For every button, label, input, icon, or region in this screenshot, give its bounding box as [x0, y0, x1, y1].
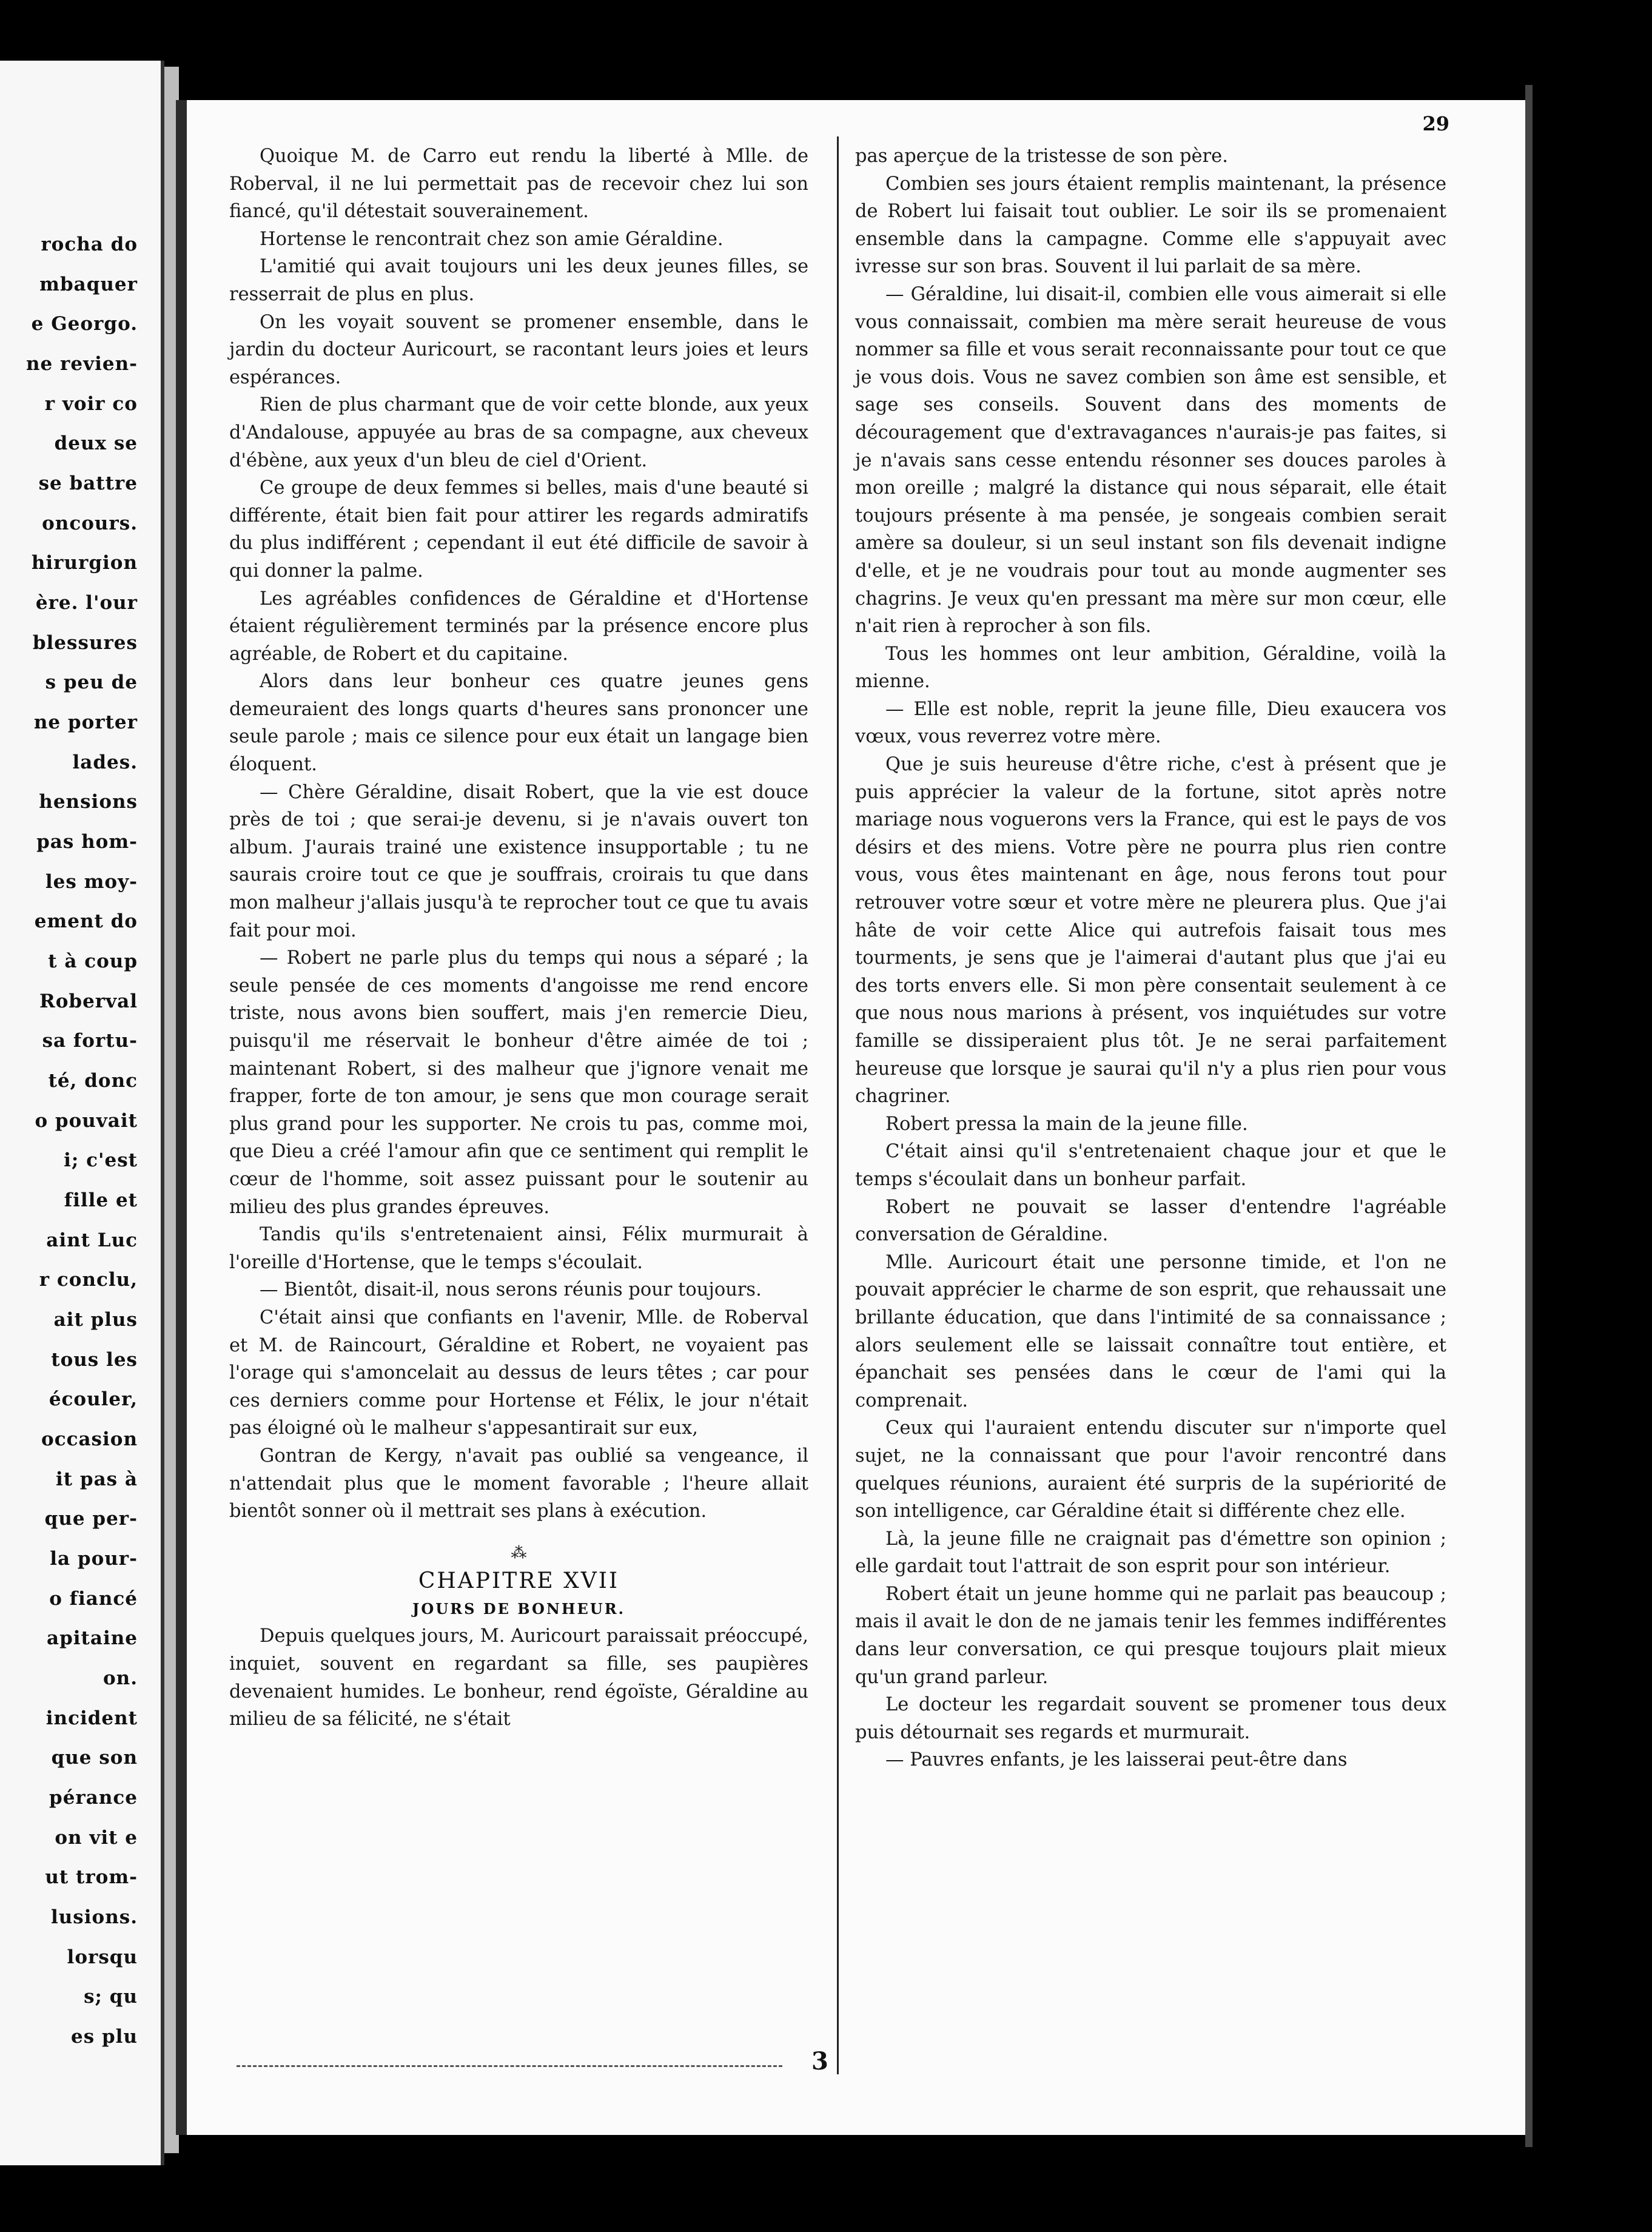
facing-page-line: se battre	[38, 472, 138, 494]
left-text-column	[229, 143, 808, 1733]
facing-page-line: t à coup	[48, 950, 138, 972]
facing-page-line: lusions.	[50, 1906, 138, 1928]
paragraph: Tous les hommes ont leur ambition, Géraldine, voilà la mienne.	[855, 643, 1446, 693]
page-edge	[1525, 85, 1533, 2147]
paragraph: Rien de plus charmant que de voir cette blonde, aux yeux d'Andalouse, appuyée au bras de sa compagne, aux cheveux d'ébène, aux yeux d'un bleu de ciel d'Orient.	[229, 394, 808, 471]
facing-page-line: on.	[102, 1667, 138, 1689]
facing-page-line: r voir co	[44, 392, 138, 415]
facing-page-line: rocha do	[41, 234, 138, 255]
paragraph: On les voyait souvent se promener ensemble, dans le jardin du docteur Auricourt, se racontant leurs joies et leurs espérances.	[229, 311, 808, 388]
paragraph: Quoique M. de Carro eut rendu la liberté à Mlle. de Roberval, il ne lui permettait pas de recevoir chez lui son fiancé, qu'il détestait souverainement.	[229, 146, 808, 223]
chapter-subtitle: JOURS DE BONHEUR.	[412, 1599, 626, 1618]
paragraph: Ce groupe de deux femmes si belles, mais d'une beauté si différente, était bien fait pour attirer les regards admiratifs du plus indifférent ; cependant il eut été difficile de savoir à qui donner la palme.	[229, 477, 808, 582]
footer-rule	[237, 2065, 782, 2067]
facing-page-line: Roberval	[39, 990, 138, 1012]
facing-page-line: es plu	[71, 2026, 138, 2048]
page-number: 29	[1422, 112, 1449, 135]
facing-page-line: que son	[51, 1747, 138, 1769]
paragraph: Mlle. Auricourt était une personne timide, et l'on ne pouvait apprécier le charme de son esprit, que rehaussait une brillante éducation, que dans l'intimité de sa connaissance ; alors seulement elle se laissait connaître tout entière, et épanchait ses pensées dans le cœur de l'ami qui la comprenait.	[855, 1251, 1446, 1411]
paragraph: C'était ainsi qu'il s'entretenaient chaque jour et que le temps s'écoulait dans un bonheur parfait.	[855, 1141, 1446, 1190]
facing-page-line: apitaine	[47, 1627, 138, 1650]
right-text-column	[855, 143, 1446, 1774]
facing-page-line: té, donc	[48, 1070, 138, 1092]
paragraph: Robert était un jeune homme qui ne parlait pas beaucoup ; mais il avait le don de ne jamais tenir les femmes indifférentes dans leur conversation, ce qui presque toujours plait mieux qu'un grand parleur.	[855, 1583, 1446, 1688]
facing-page-line: ne revien-	[25, 353, 138, 375]
chapter-title: CHAPITRE XVII	[418, 1568, 620, 1594]
facing-page-line: s peu de	[45, 671, 138, 694]
paragraph: — Bientôt, disait-il, nous serons réunis pour toujours.	[260, 1279, 762, 1301]
paragraph: Alors dans leur bonheur ces quatre jeunes gens demeuraient des longs quarts d'heures sans prononcer une seule parole ; mais ce silence pour eux était un langage bien éloquent.	[229, 671, 808, 776]
facing-page-line: fille et	[64, 1189, 138, 1211]
paragraph: Le docteur les regardait souvent se promener tous deux puis détournait ses regards et murmurait.	[855, 1694, 1446, 1743]
facing-page-line: lades.	[72, 751, 138, 773]
facing-page-line: hensions	[39, 791, 138, 813]
paragraph: — Elle est noble, reprit la jeune fille, Dieu exaucera vos vœux, vous reverrez votre mère.	[855, 698, 1446, 748]
facing-page-line: it pas à	[56, 1468, 138, 1490]
facing-page-line: e Georgo.	[31, 313, 138, 335]
paragraph: Combien ses jours étaient remplis maintenant, la présence de Robert lui faisait tout oublier. Le soir ils se promenaient ensemble dans la campagne. Comme elle s'appuyait avec ivresse sur son bras. Souvent il lui parlait de sa mère.	[855, 173, 1446, 278]
facing-page-line: i; c'est	[64, 1149, 138, 1172]
facing-page-line: ut trom-	[45, 1866, 138, 1889]
paragraph: Depuis quelques jours, M. Auricourt paraissait préoccupé, inquiet, souvent en regardant sa fille, ses paupières devenaient humides. Le bonheur, rend égoïste, Géraldine au milieu de sa félicité, ne s'était	[229, 1625, 808, 1730]
signature-mark: 3	[811, 2047, 828, 2076]
column-divider	[837, 136, 839, 2074]
ornament: ⁂	[511, 1544, 527, 1562]
facing-page-line: la pour-	[50, 1548, 138, 1570]
facing-page-line: o pouvait	[35, 1109, 138, 1132]
facing-page-line: on vit e	[55, 1826, 138, 1849]
chapter-opening-paragraphs	[229, 1622, 808, 1733]
facing-page-line: ne porter	[33, 711, 138, 733]
paragraph: Ceux qui l'auraient entendu discuter sur n'importe quel sujet, ne la connaissant que pour l'avoir rencontré dans quelques réunions, auraient été surpris de la supériorité de son intelligence, car Géraldine était si différente chez elle.	[855, 1417, 1446, 1522]
facing-page-line: s; qu	[84, 1986, 138, 2008]
paragraph: Que je suis heureuse d'être riche, c'est à présent que je puis apprécier la valeur de la fortune, sitot après notre mariage nous voguerons vers la France, qui est le pays de vos désirs et des miens. Votre père ne pourra plus rien contre vous, vous êtes maintenant en âge, nous ferons tout pour retrouver votre sœur et votre mère ne pleurera plus. Que j'ai hâte de voir cette Alice qui autrefois faisait tous mes tourments, je sens que je l'aimerai d'autant plus que j'ai eu des torts envers elle. Si mon père consentait seulement à ce que nous nous marions à présent, vos inquiétudes sur votre famille se dissiperaient plus tôt. Je ne serai parfaitement heureuse que lorsque je saurai qu'il n'y a plus rien pour vous chagriner.	[855, 754, 1446, 1108]
paragraph: Là, la jeune fille ne craignait pas d'émettre son opinion ; elle gardait tout l'attrait de son esprit pour son intérieur.	[855, 1528, 1446, 1578]
paragraph: Hortense le rencontrait chez son amie Géraldine.	[260, 228, 724, 250]
facing-page-line: sa fortu-	[42, 1030, 138, 1052]
facing-page-line: ère. l'our	[35, 592, 138, 614]
facing-page-line: occasion	[41, 1428, 138, 1450]
facing-page-line: que per-	[44, 1508, 138, 1530]
paragraph: Gontran de Kergy, n'avait pas oublié sa vengeance, il n'attendait plus que le moment favorable ; l'heure allait bientôt sonner où il mettrait ses plans à exécution.	[229, 1445, 808, 1522]
paragraph: Robert pressa la main de la jeune fille.	[885, 1113, 1248, 1135]
paragraph: L'amitié qui avait toujours uni les deux jeunes filles, se resserrait de plus en plus.	[229, 256, 808, 305]
facing-page-line: écouler,	[49, 1388, 138, 1411]
paragraph: — Pauvres enfants, je les laisserai peut-être dans	[885, 1749, 1348, 1771]
right-column-paragraphs	[855, 143, 1446, 1774]
facing-page-line: blessures	[32, 631, 138, 654]
paragraph: — Chère Géraldine, disait Robert, que la vie est douce près de toi ; que serai-je devenu, si je n'avais ouvert ton album. J'aurais trainé une existence insupportable ; tu ne saurais croire tout ce que je souffrais, croirais tu que dans mon malheur j'allais jusqu'à te reprocher tout ce que tu avais fait pour moi.	[229, 781, 808, 941]
paragraph: Tandis qu'ils s'entretenaient ainsi, Félix murmurait à l'oreille d'Hortense, que le temps s'écoulait.	[229, 1224, 808, 1273]
facing-page-line: oncours.	[42, 512, 138, 534]
facing-page-line: incident	[45, 1707, 138, 1729]
facing-page-line: pérance	[49, 1787, 138, 1809]
paragraph: — Géraldine, lui disait-il, combien elle vous aimerait si elle vous connaissait, combien ma mère serait heureuse de vous nommer sa fille et vous serait reconnaissante pour tout ce que je vous dois. Vous ne savez combien son âme est sensible, et sage ses conseils. Souvent dans des moments de découragement que d'extravagances n'aurais-je pas faites, si je n'avais sans cesse entendu résonner ses douces paroles à mon oreille ; malgré la distance qui nous séparait, elle était toujours présente à ma pensée, je songeais combien serait amère sa douleur, si un seul instant son fils devenait indigne d'elle, et je ne voudrais pour tout au monde augmenter ses chagrins. Je veux qu'en pressant ma mère sur mon cœur, elle n'ait rien à reprocher à son fils.	[855, 283, 1446, 637]
paragraph: — Robert ne parle plus du temps qui nous a séparé ; la seule pensée de ces moments d'angoisse me rend encore triste, nous avons bien souffert, mais j'en remercie Dieu, puisqu'il me réservait le bonheur d'être aimée de toi ; maintenant Robert, si des malheur que j'ignore venait me frapper, forte de ton amour, je sens que mon courage serait plus grand pour les supporter. Ne crois tu pas, comme moi, que Dieu a créé l'amour afin que ce sentiment qui remplit le cœur de l'homme, soit assez puissant pour le soutenir au milieu des plus grandes épreuves.	[229, 947, 808, 1218]
paragraph: C'était ainsi que confiants en l'avenir, Mlle. de Roberval et M. de Raincourt, Géraldine et Robert, ne voyaient pas l'orage qui s'amoncelait au dessus de leurs têtes ; car pour ces derniers comme pour Hortense et Félix, le jour n'était pas éloigné où le malheur s'appesantirait sur eux,	[229, 1306, 808, 1439]
facing-page-line: aint Luc	[46, 1229, 138, 1251]
facing-page-line: hirurgion	[31, 552, 138, 574]
facing-page-line: lorsqu	[67, 1946, 138, 1968]
facing-page-line: o fiancé	[49, 1587, 138, 1610]
facing-page-line: r conclu,	[39, 1269, 138, 1291]
paragraph: Robert ne pouvait se lasser d'entendre l'agréable conversation de Géraldine.	[855, 1196, 1446, 1246]
facing-page-fragment	[0, 61, 164, 2165]
facing-page-line: les moy-	[45, 870, 138, 893]
newspaper-page	[176, 100, 1525, 2135]
paragraph: pas aperçue de la tristesse de son père.	[855, 146, 1228, 167]
paragraph: Les agréables confidences de Géraldine et d'Hortense étaient régulièrement terminés par la présence encore plus agréable, de Robert et du capitaine.	[229, 588, 808, 665]
facing-page-line: ait plus	[53, 1309, 138, 1331]
facing-page-line: mbaquer	[39, 273, 138, 295]
facing-page-line: tous les	[51, 1348, 138, 1371]
facing-page-line: deux se	[54, 432, 138, 455]
facing-page-line: ement do	[34, 910, 138, 933]
left-column-paragraphs	[229, 143, 808, 1525]
facing-page-line: pas hom-	[36, 831, 138, 853]
